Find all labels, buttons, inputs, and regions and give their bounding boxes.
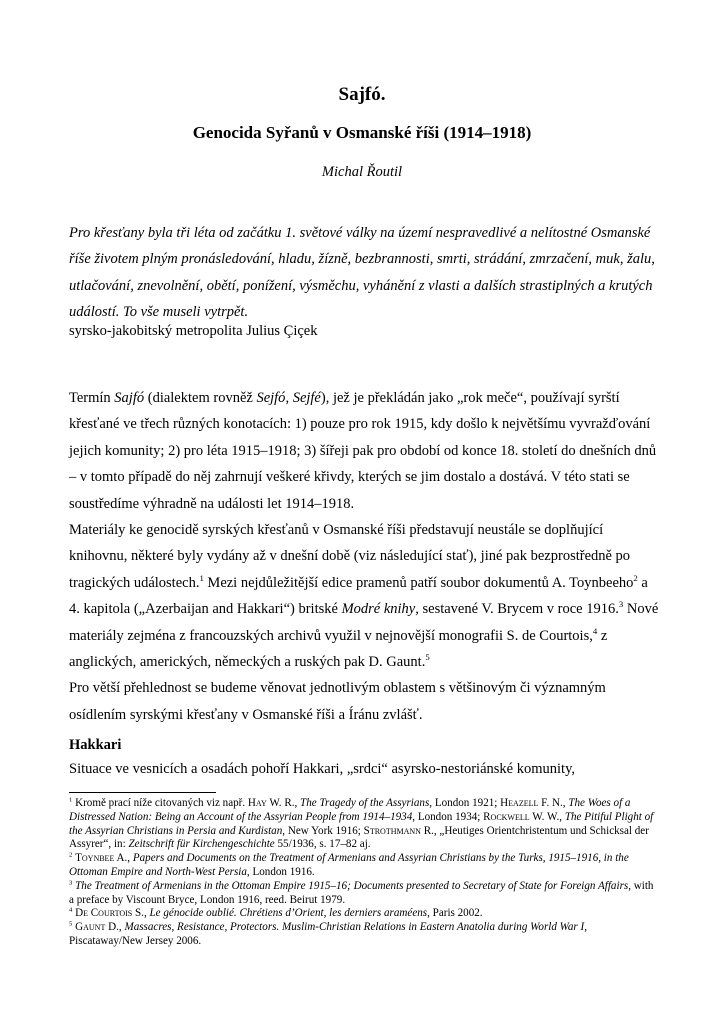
page-subtitle: Genocida Syřanů v Osmanské říši (1914–1918) [192,123,532,142]
paragraph-1: Termín Sajfó (dialektem rovněž Sejfó, Sejfé), jež je překládán jako „rok meče“, používají syrští křesťané ve třech různých konotacích: 1) pouze pro rok 1915, kdy došlo k největšímu vyvražďování jejich komunity; 2) pro léta 1915–1918; 3) šířeji pak pro období od konce 18. století do dnešních dnů – v tomto případě do něj zahrnují veškeré křivdy, kterých se jim dostalo a dostává. V této stati se soustředíme výhradně na události let 1914–1918. [69,390,657,512]
footnote-2: $^2$ Toynbee A., Papers and Documents on the Treatment of Armenians and Assyrian Christians by the Turks, 1915–1916, in the Ottoman Empire and North-West Persia, London 1916. [69,851,629,878]
footnote-5: $^5$ Gaunt D., Massacres, Resistance, Protectors. Muslim-Christian Relations in Eastern Anatolia during World War I, Piscataway/New Jersey 2006. [69,920,588,947]
footnote-3: $^3$ The Treatment of Armenians in the Ottoman Empire 1915–16; Documents presented to Secretary of State for Foreign Affairs, with a preface by Viscount Bryce, London 1916, reed. Beirut 1979. [69,879,654,906]
motto-quote: Pro křesťany byla tři léta od začátku 1. světové války na území nespravedlivé a nelítostné Osmanské říše životem plným pronásledování, hladu, žízně, bezbrannosti, smrti, strádání, zmrzačení, muk, žalu, utlačování, znevolnění, obětí, ponížení, výsměchu, vyhánění z vlasti a dalších strastiplných a krutých událostí. To vše museli vytrpět. [69,225,655,320]
paragraph-3: Pro větší přehlednost se budeme věnovat jednotlivým oblastem s většinovým či významným osídlením syrskými křesťany v Osmanské říši a Íránu zvlášť. [69,680,606,723]
footnote-ref-3[interactable]: 3 [618,599,624,610]
footnote-ref-5[interactable]: 5 [425,652,430,663]
term-italic: Sajfó [114,390,145,406]
footnotes [69,797,661,949]
footnote-ref-4[interactable]: 4 [592,625,598,636]
page-title: Sajfó. [338,84,386,105]
paragraph-2: Materiály ke genocidě syrských křesťanů v Osmanské říši představují neustále se doplňující knihovnu, některé byly vydány až v dnešní době (viz následující stať), jiné pak bezprostředně po tragických událostech.$^1$ Mezi nejdůležitější edice pramenů patří soubor dokumentů A. Toynbeeho$^2$ a 4. kapitola („Azerbaijan and Hakkari“) britské Modré knihy, sestavené V. Brycem v roce 1916.$^3$ Nové materiály zejména z francouzských archivů využil v nejnovější monografii S. de Courtois,$^4$ z anglických, amerických, německých a ruských pak D. Gaunt.$^5$ [69,522,659,671]
book-title: Modré knihy [341,601,416,618]
footnote-ref-1[interactable]: 1 [199,573,204,584]
section-text: Situace ve vesnicích a osadách pohoří Hakkari, „srdci“ asyrsko-nestoriánské komunity, [69,761,575,777]
motto-attribution: syrsko-jakobitský metropolita Julius Çiçek [69,323,318,339]
body-text [69,385,659,728]
footnote-ref-2[interactable]: 2 [633,573,638,584]
author-name: Michal Řoutil [321,164,403,180]
footnote-4: $^4$ De Courtois S., Le génocide oublié. Chrétiens d’Orient, les derniers araméens, Paris 2002. [69,906,483,920]
footnote-separator [69,792,216,793]
section-heading: Hakkari [69,737,122,753]
footnote-1: $^1$ Kromě prací níže citovaných viz např. Hay W. R., The Tragedy of the Assyrians, London 1921; Heazell F. N., The Woes of a Distressed Nation: Being an Account of the Assyrian People from 1914–1934, London 1934; Rockwell W. W., The Pitiful Plight of the Assyrian Christians in Persia and Kurdistan, New York 1916; Strothmann R., „Heutiges Orientchristentum und Schicksal der Assyrer“, in: Zeitschrift für Kirchengeschichte 55/1936, s. 17–82 aj. [69,796,654,851]
